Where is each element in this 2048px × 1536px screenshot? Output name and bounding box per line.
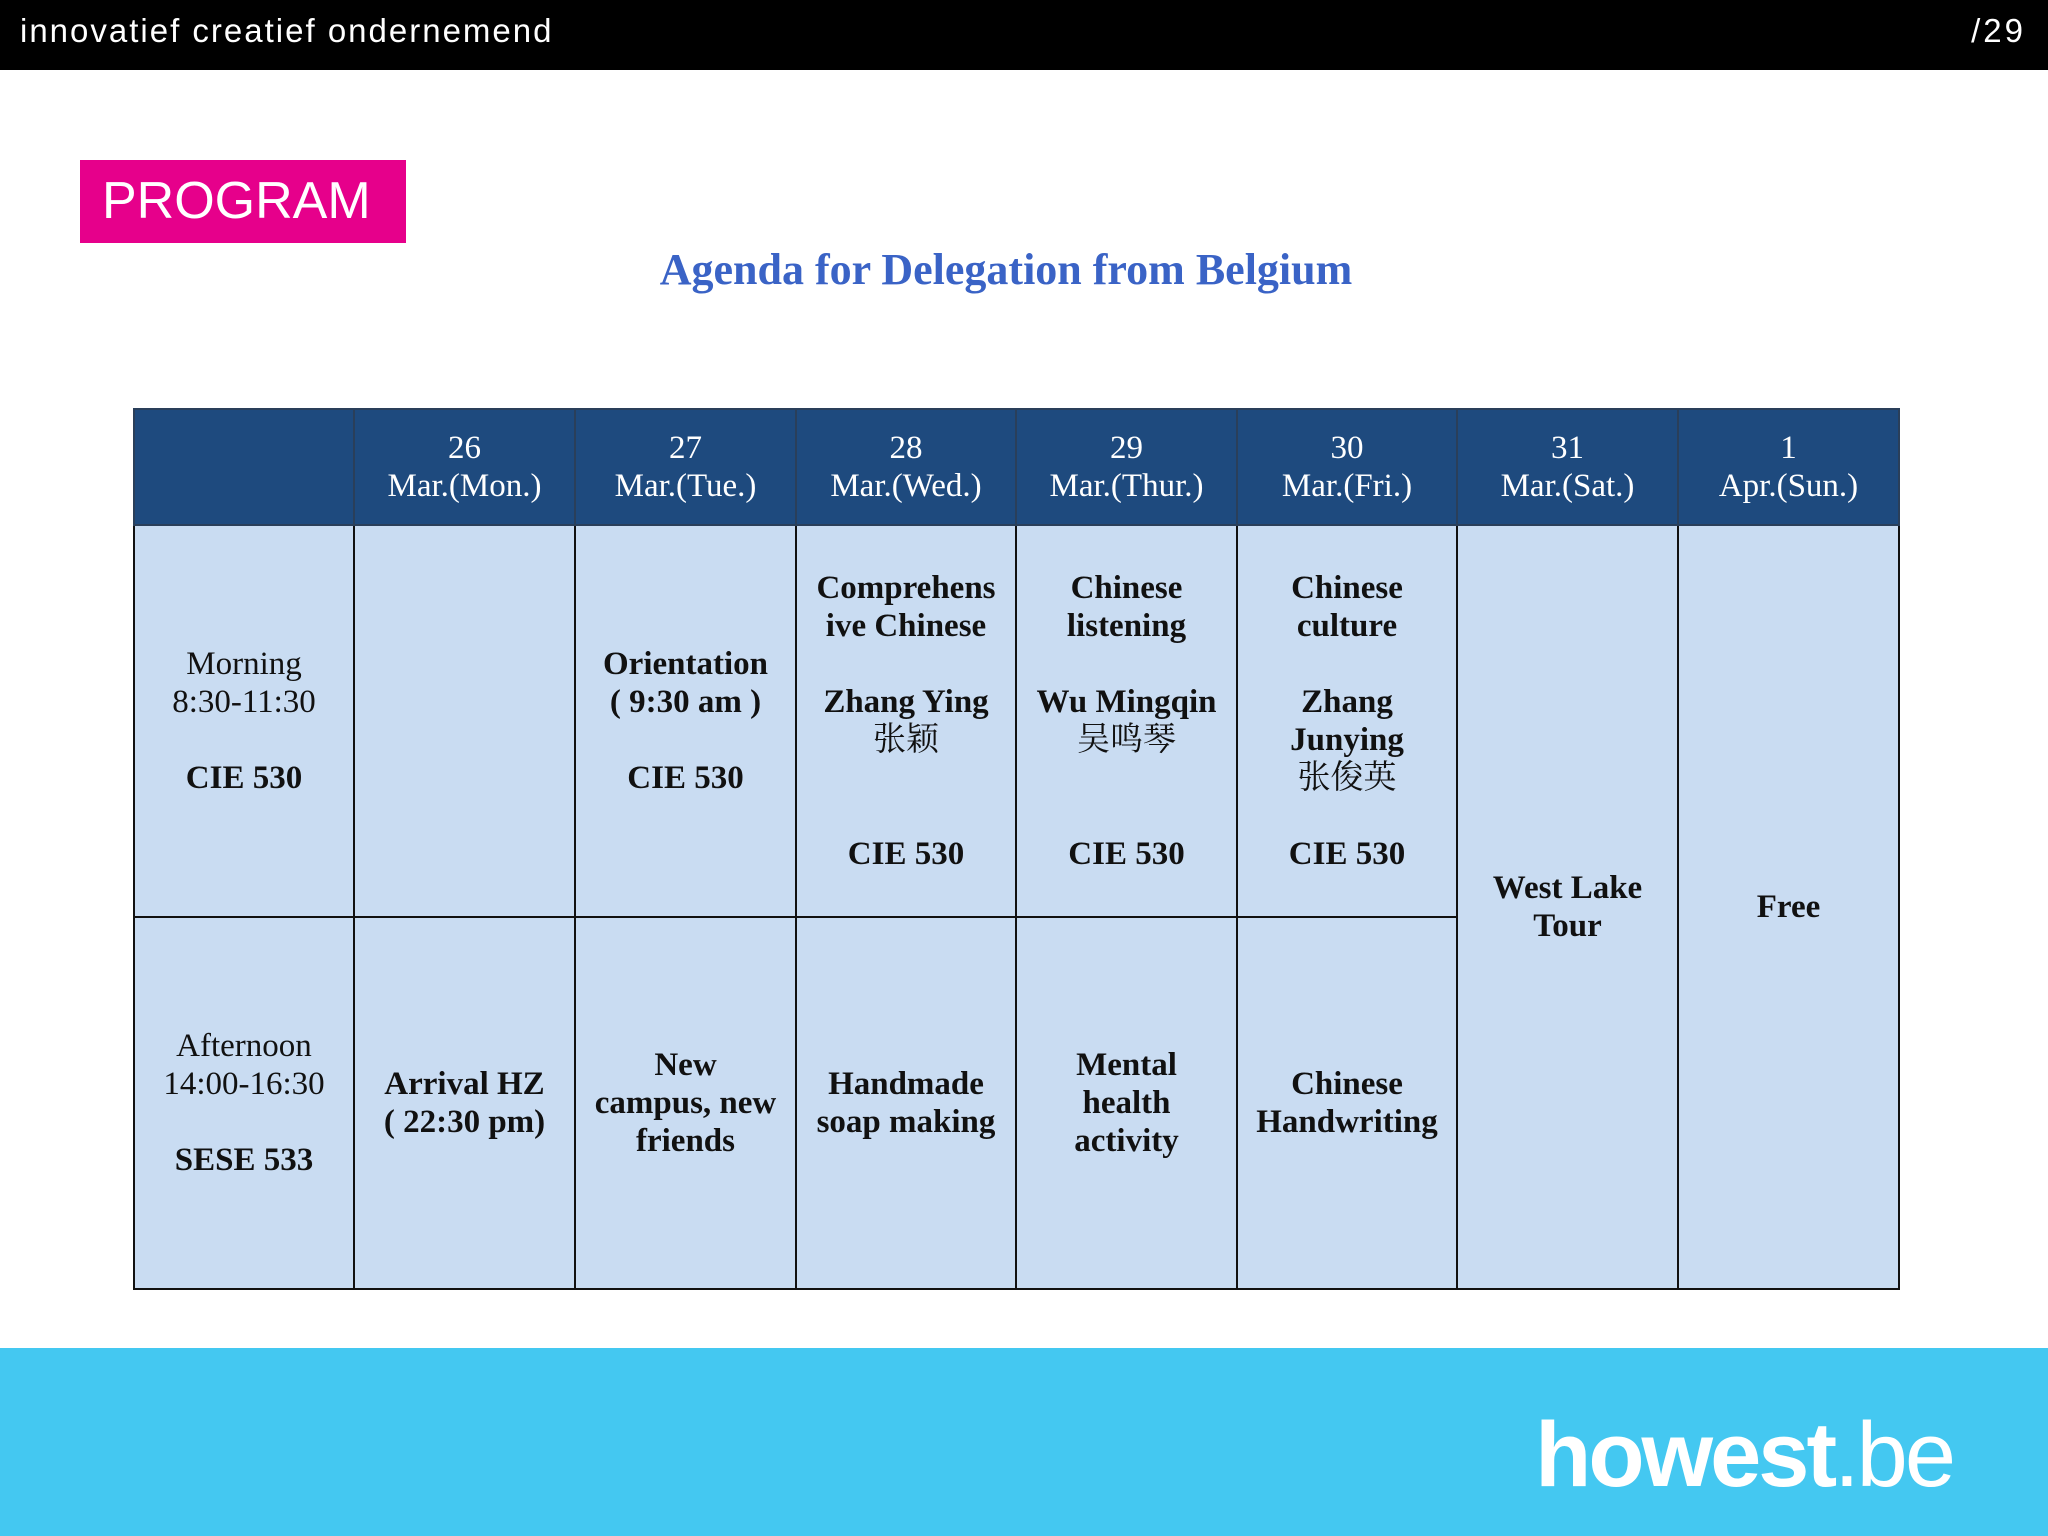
day-number: 1 <box>1780 430 1797 466</box>
day-date: Apr.(Sun.) <box>1718 468 1859 504</box>
teacher-chinese-name: 张颖 <box>873 722 939 758</box>
morning-time: 8:30-11:30 <box>172 684 316 720</box>
program-badge: PROGRAM <box>80 160 406 243</box>
day-header-27 <box>575 409 796 525</box>
session-title-3: activity <box>1074 1123 1179 1159</box>
day-number: 29 <box>1110 430 1143 466</box>
session-title: Handmade <box>828 1066 984 1102</box>
session-title-2: culture <box>1296 608 1398 644</box>
afternoon-tue-cell <box>575 917 796 1289</box>
teacher-chinese-name: 吴鸣琴 <box>1077 722 1176 758</box>
session-title: New <box>654 1047 717 1083</box>
afternoon-label-cell <box>134 917 354 1289</box>
session-title-2: campus, new <box>594 1085 777 1121</box>
day-header-26 <box>354 409 575 525</box>
logo-strong: howest <box>1535 1404 1835 1506</box>
top-bar <box>0 0 2048 70</box>
morning-mon-cell <box>354 525 575 917</box>
session-title: West Lake <box>1492 870 1643 906</box>
afternoon-mon-cell <box>354 917 575 1289</box>
morning-label-cell <box>134 525 354 917</box>
session-room: CIE 530 <box>1288 836 1406 872</box>
session-title: Mental <box>1076 1047 1177 1083</box>
afternoon-label: Afternoon <box>176 1028 312 1064</box>
session-title: Arrival HZ <box>384 1066 545 1102</box>
day-date: Mar.(Fri.) <box>1281 468 1413 504</box>
teacher-name: Zhang <box>1301 684 1393 720</box>
header-corner-cell <box>134 409 354 525</box>
session-time: ( 22:30 pm) <box>383 1104 546 1140</box>
day-date: Mar.(Tue.) <box>614 468 757 504</box>
morning-room: CIE 530 <box>185 760 303 796</box>
morning-row <box>134 525 1899 917</box>
afternoon-fri-cell <box>1237 917 1457 1289</box>
day-number: 27 <box>669 430 702 466</box>
afternoon-room: SESE 533 <box>174 1142 314 1178</box>
day-date: Mar.(Thur.) <box>1049 468 1204 504</box>
day-number: 26 <box>448 430 481 466</box>
session-title-3: friends <box>636 1123 735 1159</box>
day-number: 30 <box>1330 430 1364 466</box>
sun-cell <box>1678 525 1899 1289</box>
session-title: Comprehens <box>816 570 996 606</box>
session-title: Chinese <box>1070 570 1183 606</box>
session-room: CIE 530 <box>847 836 965 872</box>
footer-bar <box>0 1348 2048 1536</box>
session-title-2: Handwriting <box>1256 1104 1438 1140</box>
session-title-2: listening <box>1066 608 1187 644</box>
afternoon-thu-cell <box>1016 917 1237 1289</box>
day-date: Mar.(Wed.) <box>830 468 982 504</box>
session-title: Free <box>1756 889 1821 925</box>
header-row <box>134 409 1899 525</box>
teacher-name: Zhang Ying <box>823 684 989 720</box>
day-date: Mar.(Sat.) <box>1500 468 1635 504</box>
session-title: Chinese <box>1291 1066 1403 1102</box>
day-date: Mar.(Mon.) <box>387 468 542 504</box>
day-header-31 <box>1457 409 1678 525</box>
session-title-2: ive Chinese <box>825 608 987 644</box>
agenda-title: Agenda for Delegation from Belgium <box>659 245 1353 294</box>
sat-cell <box>1457 525 1678 1289</box>
session-title-2: soap making <box>816 1104 996 1140</box>
morning-fri-cell <box>1237 525 1457 917</box>
morning-label: Morning <box>186 646 302 682</box>
day-header-1 <box>1678 409 1899 525</box>
session-time: ( 9:30 am ) <box>609 684 762 720</box>
teacher-name-2: Junying <box>1290 722 1404 758</box>
teacher-chinese-name: 张俊英 <box>1297 760 1397 796</box>
session-title-2: Tour <box>1533 908 1602 944</box>
day-header-28 <box>796 409 1016 525</box>
session-room: CIE 530 <box>627 760 744 796</box>
day-header-30 <box>1237 409 1457 525</box>
session-title-2: health <box>1082 1085 1171 1121</box>
session-room: CIE 530 <box>1068 836 1185 872</box>
page-number: /29 <box>1971 12 2026 49</box>
teacher-name: Wu Mingqin <box>1036 684 1217 720</box>
day-header-29 <box>1016 409 1237 525</box>
session-title: Orientation <box>603 646 768 682</box>
agenda-table <box>133 408 1900 1290</box>
morning-wed-cell <box>796 525 1016 917</box>
afternoon-time: 14:00-16:30 <box>163 1066 325 1102</box>
session-title: Chinese <box>1291 570 1403 606</box>
howest-logo <box>1535 1403 1953 1508</box>
day-number: 31 <box>1551 430 1584 466</box>
day-number: 28 <box>889 430 923 466</box>
afternoon-wed-cell <box>796 917 1016 1289</box>
logo-light: .be <box>1834 1404 1953 1506</box>
tagline: innovatief creatief ondernemend <box>20 12 554 49</box>
morning-tue-cell <box>575 525 796 917</box>
morning-thu-cell <box>1016 525 1237 917</box>
